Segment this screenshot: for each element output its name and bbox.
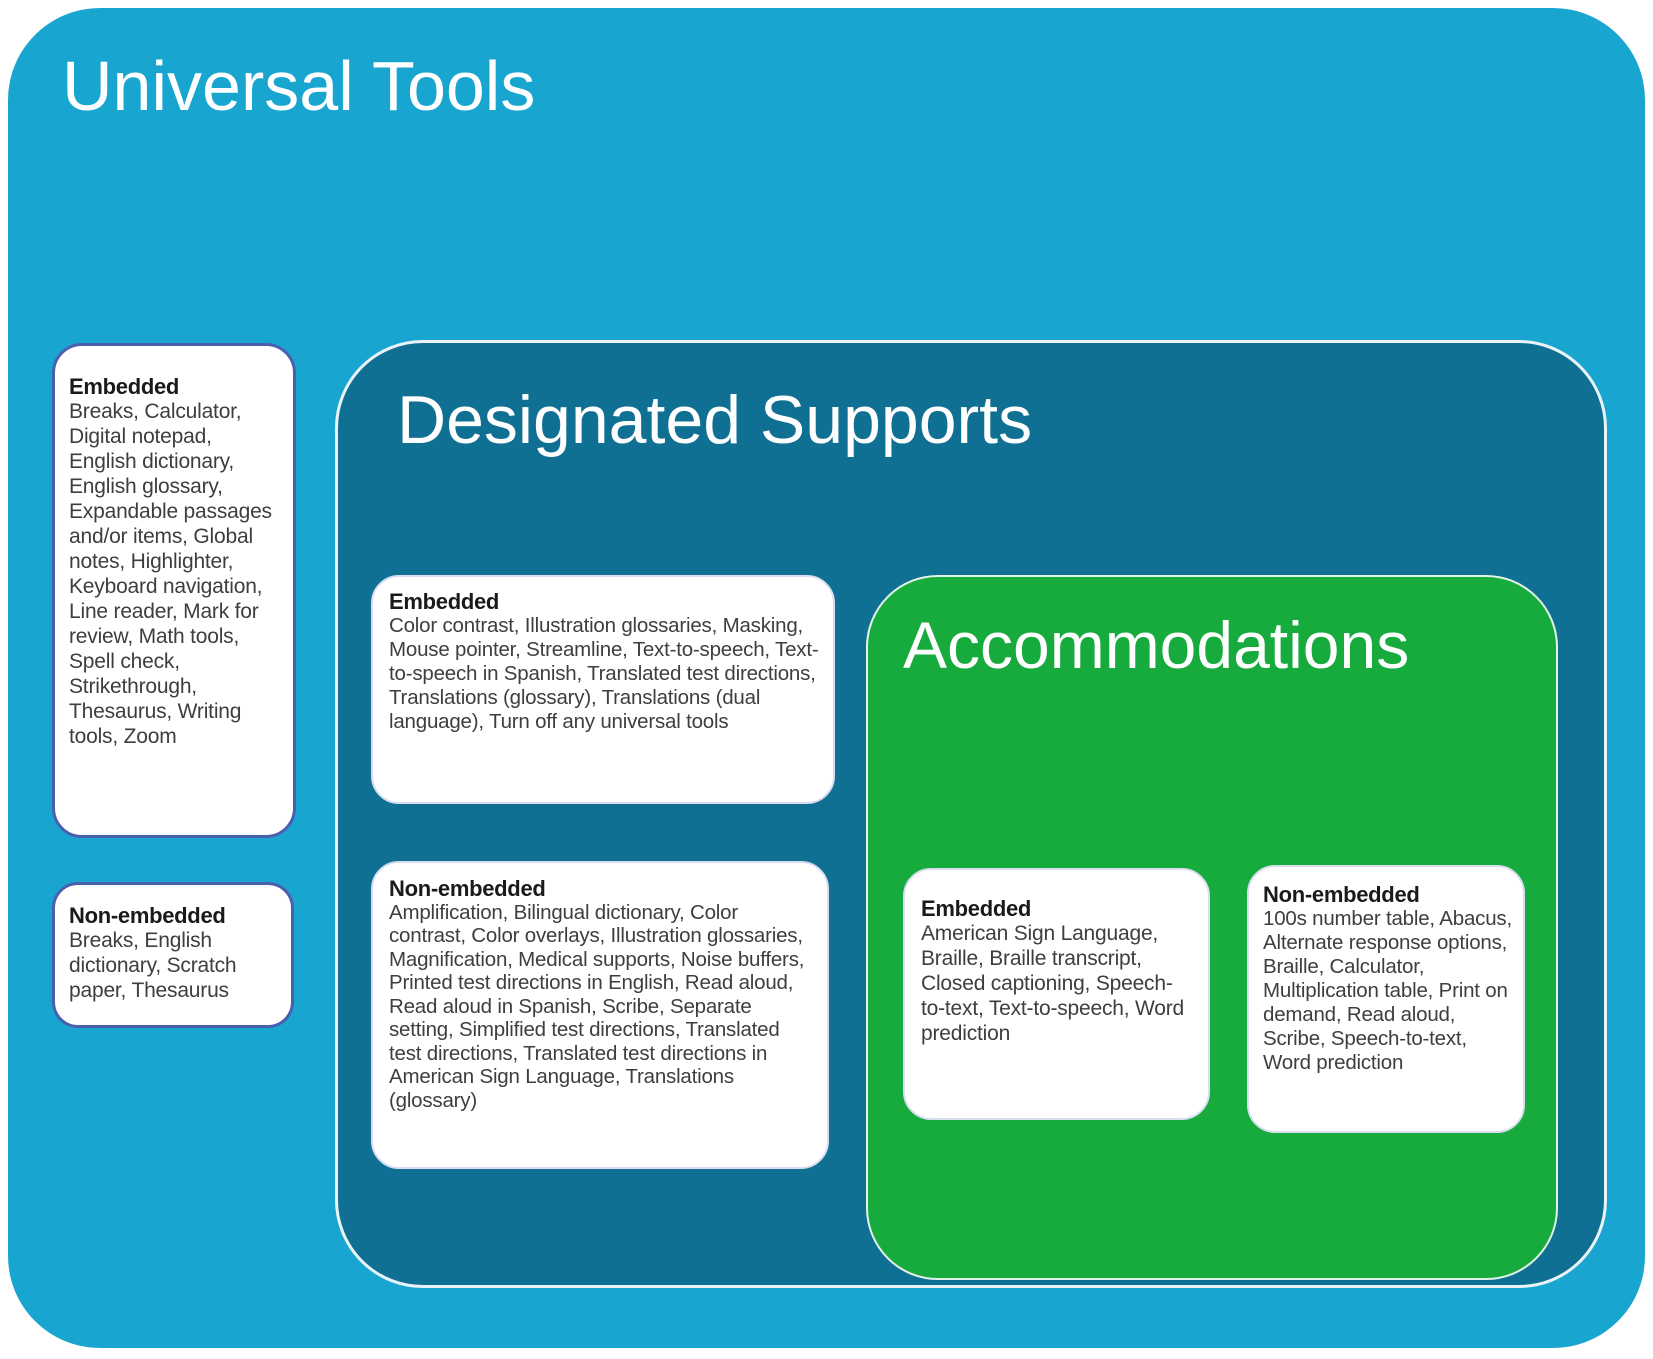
universal-tools-non-embedded-items: Breaks, English dictionary, Scratch paper, Thesaurus	[69, 929, 237, 1002]
designated-supports-non-embedded-card	[371, 861, 829, 1169]
universal-tools-embedded-items: Breaks, Calculator, Digital notepad, English dictionary, English glossary, Expandable passages and/or items, Global notes, Highlighter, Keyboard navigation, Line reader, Mark for review, Math tools, Spell check, Strikethrough, Thesaurus, Writing tools, Zoom	[69, 400, 272, 748]
designated-supports-title: Designated Supports	[397, 382, 1033, 458]
designated-supports-embedded-items: Color contrast, Illustration glossaries, Masking, Mouse pointer, Streamline, Text-to-speech, Text-to-speech in Spanish, Translated test directions, Translations (glossary), Translations (dual language), Turn off any universal tools	[389, 614, 819, 733]
designated-supports-non-embedded-heading: Non-embedded	[389, 876, 546, 901]
accommodations-non-embedded-heading: Non-embedded	[1263, 882, 1420, 907]
universal-tools-non-embedded-card	[52, 882, 294, 1028]
accommodations-non-embedded-items: 100s number table, Abacus, Alternate response options, Braille, Calculator, Multiplication table, Print on demand, Read aloud, Scribe, Speech-to-text, Word prediction	[1263, 907, 1512, 1074]
designated-supports-region	[335, 340, 1607, 1288]
designated-supports-embedded-card	[371, 575, 835, 804]
universal-tools-embedded-heading: Embedded	[69, 374, 180, 399]
accommodations-region	[866, 575, 1558, 1280]
accommodations-embedded-card	[903, 868, 1210, 1120]
universal-tools-region	[8, 8, 1645, 1348]
universal-tools-title: Universal Tools	[62, 47, 536, 125]
universal-tools-embedded-card	[52, 343, 296, 838]
universal-tools-non-embedded-heading: Non-embedded	[69, 903, 226, 928]
accommodations-embedded-heading: Embedded	[921, 896, 1032, 921]
accommodations-non-embedded-card	[1247, 865, 1525, 1133]
designated-supports-non-embedded-items: Amplification, Bilingual dictionary, Color contrast, Color overlays, Illustration glossaries, Magnification, Medical supports, Noise buffers, Printed test directions in English, Read aloud, Read aloud in Spanish, Scribe, Separate setting, Simplified test directions, Translated test directions, Translated test directions in American Sign Language, Translations (glossary)	[389, 900, 805, 1112]
designated-supports-embedded-heading: Embedded	[389, 589, 500, 614]
accommodations-embedded-items: American Sign Language, Braille, Braille transcript, Closed captioning, Speech-to-text, Text-to-speech, Word prediction	[921, 922, 1185, 1045]
accommodations-title: Accommodations	[903, 608, 1410, 682]
